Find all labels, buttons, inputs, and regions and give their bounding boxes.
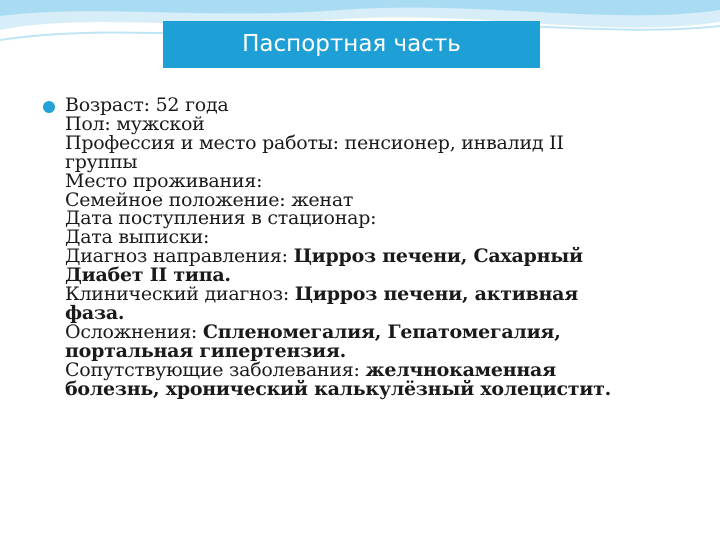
info-line-occupation: Профессия и место работы: пенсионер, инвалид II <box>65 131 564 154</box>
info-line-referral-diagnosis: Диагноз направления: Цирроз печени, Сахарный <box>65 245 583 268</box>
info-line-clinical-diagnosis-cont: фаза. <box>65 301 125 324</box>
info-line-clinical-diagnosis: Клинический диагноз: Цирроз печени, активная <box>65 283 579 306</box>
info-line-age: Возраст: 52 года <box>65 94 229 116</box>
info-line-comorbidities: Сопутствующие заболевания: желчнокаменная <box>65 358 556 381</box>
info-line-sex: Пол: мужской <box>65 112 205 135</box>
info-line-residence: Место проживания: <box>65 169 263 192</box>
info-line-discharge-date: Дата выписки: <box>65 226 210 249</box>
slide-title <box>163 21 540 68</box>
info-line-occupation-cont: группы <box>65 150 138 173</box>
bullet-icon <box>43 101 55 113</box>
patient-info-list <box>65 96 665 399</box>
info-line-admission-date: Дата поступления в стационар: <box>65 207 377 230</box>
info-line-marital-status: Семейное положение: женат <box>65 188 354 211</box>
info-line-comorbidities-cont: болезнь, хронический калькулёзный холецистит. <box>65 377 612 400</box>
info-line-referral-diagnosis-cont: Диабет II типа. <box>65 264 231 287</box>
info-line-complications-cont: портальная гипертензия. <box>65 339 347 362</box>
info-line-complications: Осложнения: Спленомегалия, Гепатомегалия, <box>65 320 561 343</box>
slide-title-text: Паспортная часть <box>242 30 461 57</box>
